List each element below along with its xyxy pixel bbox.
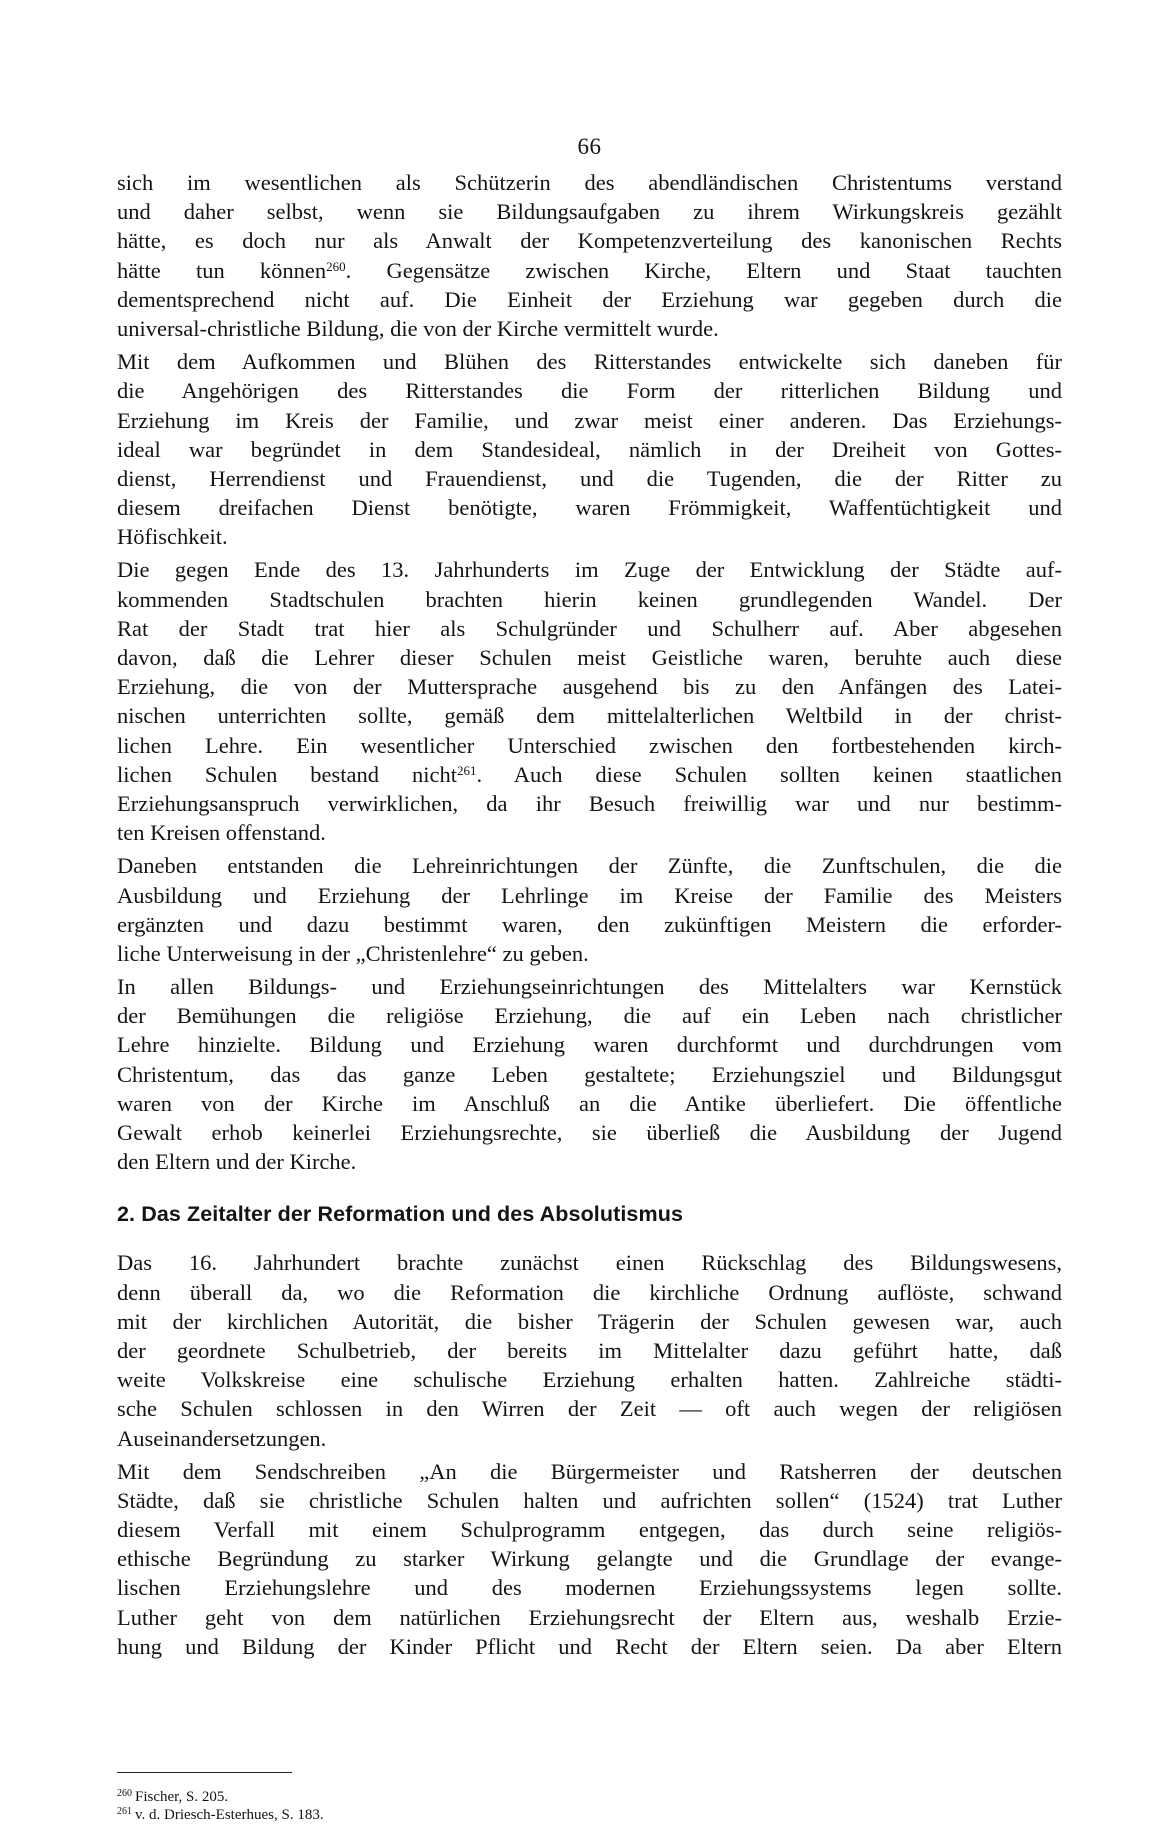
text-line: davon, daß die Lehrer dieser Schulen meist Geistliche waren, beruhte auch diese	[117, 645, 1062, 670]
paragraph	[117, 1248, 1062, 1452]
text-line: liche Unterweisung in der „Christenlehre“ zu geben.	[117, 940, 589, 966]
section-heading: 2. Das Zeitalter der Reformation und des Absolutismus	[117, 1202, 684, 1227]
text-line: lichen Schulen bestand nicht$^{261}$. Auch diese Schulen sollten keinen staatlichen	[117, 761, 1062, 787]
text-line: In allen Bildungs- und Erziehungseinrichtungen des Mittelalters war Kernstück	[117, 974, 1062, 1000]
text-line: Mit dem Sendschreiben „An die Bürgermeister und Ratsherren der deutschen	[117, 1458, 1062, 1484]
footnote-reference: 260	[326, 258, 346, 274]
paragraph	[117, 1457, 1062, 1661]
text-line: hätte, es doch nur als Anwalt der Kompetenzverteilung des kanonischen Rechts	[117, 228, 1062, 254]
footnote: $^{260}$ Fischer, S. 205.	[117, 1788, 229, 1805]
footnotes	[117, 1788, 324, 1824]
text-line: sich im wesentlichen als Schützerin des abendländischen Christentums verstand	[117, 170, 1062, 195]
text-line: diesem dreifachen Dienst benötigte, waren Frömmigkeit, Waffentüchtigkeit und	[117, 495, 1062, 521]
footnote: $^{261}$ v. d. Driesch-Esterhues, S. 183.	[117, 1806, 324, 1823]
text-line: Erziehung im Kreis der Familie, und zwar meist einer anderen. Das Erziehungs-	[117, 407, 1062, 433]
text-line: ergänzten und dazu bestimmt waren, den zukünftigen Meistern die erforder-	[117, 911, 1062, 937]
text-line: weite Volkskreise eine schulische Erziehung erhalten hatten. Zahlreiche städti-	[117, 1367, 1062, 1393]
section-reformation-text	[117, 1248, 1062, 1661]
text-line: ten Kreisen offenstand.	[117, 820, 326, 846]
text-line: Christentum, das das ganze Leben gestaltete; Erziehungsziel und Bildungsgut	[117, 1061, 1062, 1087]
text-line: lischen Erziehungslehre und des modernen Erziehungssystems legen sollte.	[117, 1575, 1062, 1601]
text-line: die Angehörigen des Ritterstandes die Form der ritterlichen Bildung und	[117, 378, 1062, 404]
footnote-reference: 261	[456, 762, 477, 778]
text-line: ethische Begründung zu starker Wirkung gelangte und die Grundlage der evange-	[117, 1546, 1062, 1572]
text-line: Erziehungsanspruch verwirklichen, da ihr Besuch freiwillig war und nur bestimm-	[117, 790, 1062, 816]
text-line: sche Schulen schlossen in den Wirren der Zeit — oft auch wegen der religiösen	[117, 1396, 1062, 1422]
text-line: Rat der Stadt trat hier als Schulgründer und Schulherr auf. Aber abgesehen	[117, 615, 1062, 641]
text-line: Städte, daß sie christliche Schulen halten und aufrichten sollen“ (1524) trat Luther	[117, 1487, 1062, 1513]
text-line: Luther geht von dem natürlichen Erziehungsrecht der Eltern aus, weshalb Erzie-	[117, 1604, 1062, 1630]
footnote-number: 260	[117, 1788, 132, 1799]
text-line: Lehre hinzielte. Bildung und Erziehung waren durchformt und durchdrungen vom	[117, 1032, 1062, 1058]
paragraph	[117, 555, 1062, 847]
paragraph	[117, 168, 1062, 343]
text-line: universal-christliche Bildung, die von der Kirche vermittelt wurde.	[117, 315, 719, 341]
page-number: 66	[577, 134, 602, 159]
text-line: mit der kirchlichen Autorität, die bisher Trägerin der Schulen gewesen war, auch	[117, 1308, 1062, 1334]
section-medieval-text	[117, 168, 1062, 1176]
footnote-number: 261	[117, 1806, 132, 1817]
text-line: lichen Lehre. Ein wesentlicher Unterschied zwischen den fortbestehenden kirch-	[117, 732, 1062, 758]
text-line: dementsprechend nicht auf. Die Einheit der Erziehung war gegeben durch die	[117, 286, 1062, 312]
page-body	[117, 132, 1062, 1665]
text-line: der geordnete Schulbetrieb, der bereits im Mittelalter dazu geführt hatte, daß	[117, 1337, 1062, 1363]
text-line: und daher selbst, wenn sie Bildungsaufgaben zu ihrem Wirkungskreis gezählt	[117, 199, 1062, 225]
text-line: hätte tun können$^{260}$. Gegensätze zwischen Kirche, Eltern und Staat tauchten	[117, 257, 1062, 283]
text-line: Höfischkeit.	[117, 524, 228, 550]
text-line: Die gegen Ende des 13. Jahrhunderts im Zuge der Entwicklung der Städte auf-	[117, 557, 1062, 583]
text-line: diesem Verfall mit einem Schulprogramm entgegen, das durch seine religiös-	[117, 1517, 1062, 1543]
paragraph	[117, 851, 1062, 968]
text-line: Erziehung, die von der Muttersprache ausgehend bis zu den Anfängen des Latei-	[117, 674, 1062, 700]
text-line: ideal war begründet in dem Standesideal, nämlich in der Dreiheit von Gottes-	[117, 436, 1062, 462]
text-line: Das 16. Jahrhundert brachte zunächst einen Rückschlag des Bildungswesens,	[117, 1250, 1062, 1276]
text-line: dienst, Herrendienst und Frauendienst, und die Tugenden, die der Ritter zu	[117, 465, 1062, 491]
text-line: kommenden Stadtschulen brachten hierin keinen grundlegenden Wandel. Der	[117, 586, 1062, 612]
text-line: der Bemühungen die religiöse Erziehung, die auf ein Leben nach christlicher	[117, 1003, 1062, 1029]
text-line: denn überall da, wo die Reformation die kirchliche Ordnung auflöste, schwand	[117, 1279, 1062, 1305]
footnote-divider	[117, 1772, 292, 1773]
paragraph	[117, 347, 1062, 551]
text-line: Daneben entstanden die Lehreinrichtungen der Zünfte, die Zunftschulen, die die	[117, 853, 1062, 879]
text-line: Ausbildung und Erziehung der Lehrlinge im Kreise der Familie des Meisters	[117, 882, 1062, 908]
text-line: hung und Bildung der Kinder Pflicht und Recht der Eltern seien. Da aber Eltern	[117, 1633, 1062, 1659]
text-line: den Eltern und der Kirche.	[117, 1149, 357, 1175]
text-line: Auseinandersetzungen.	[117, 1425, 327, 1451]
text-line: Mit dem Aufkommen und Blühen des Ritterstandes entwickelte sich daneben für	[117, 349, 1062, 375]
text-line: waren von der Kirche im Anschluß an die Antike überliefert. Die öffentliche	[117, 1090, 1062, 1116]
paragraph	[117, 972, 1062, 1176]
text-line: Gewalt erhob keinerlei Erziehungsrechte, sie überließ die Ausbildung der Jugend	[117, 1120, 1062, 1145]
text-line: nischen unterrichten sollte, gemäß dem mittelalterlichen Weltbild in der christ-	[117, 703, 1062, 729]
